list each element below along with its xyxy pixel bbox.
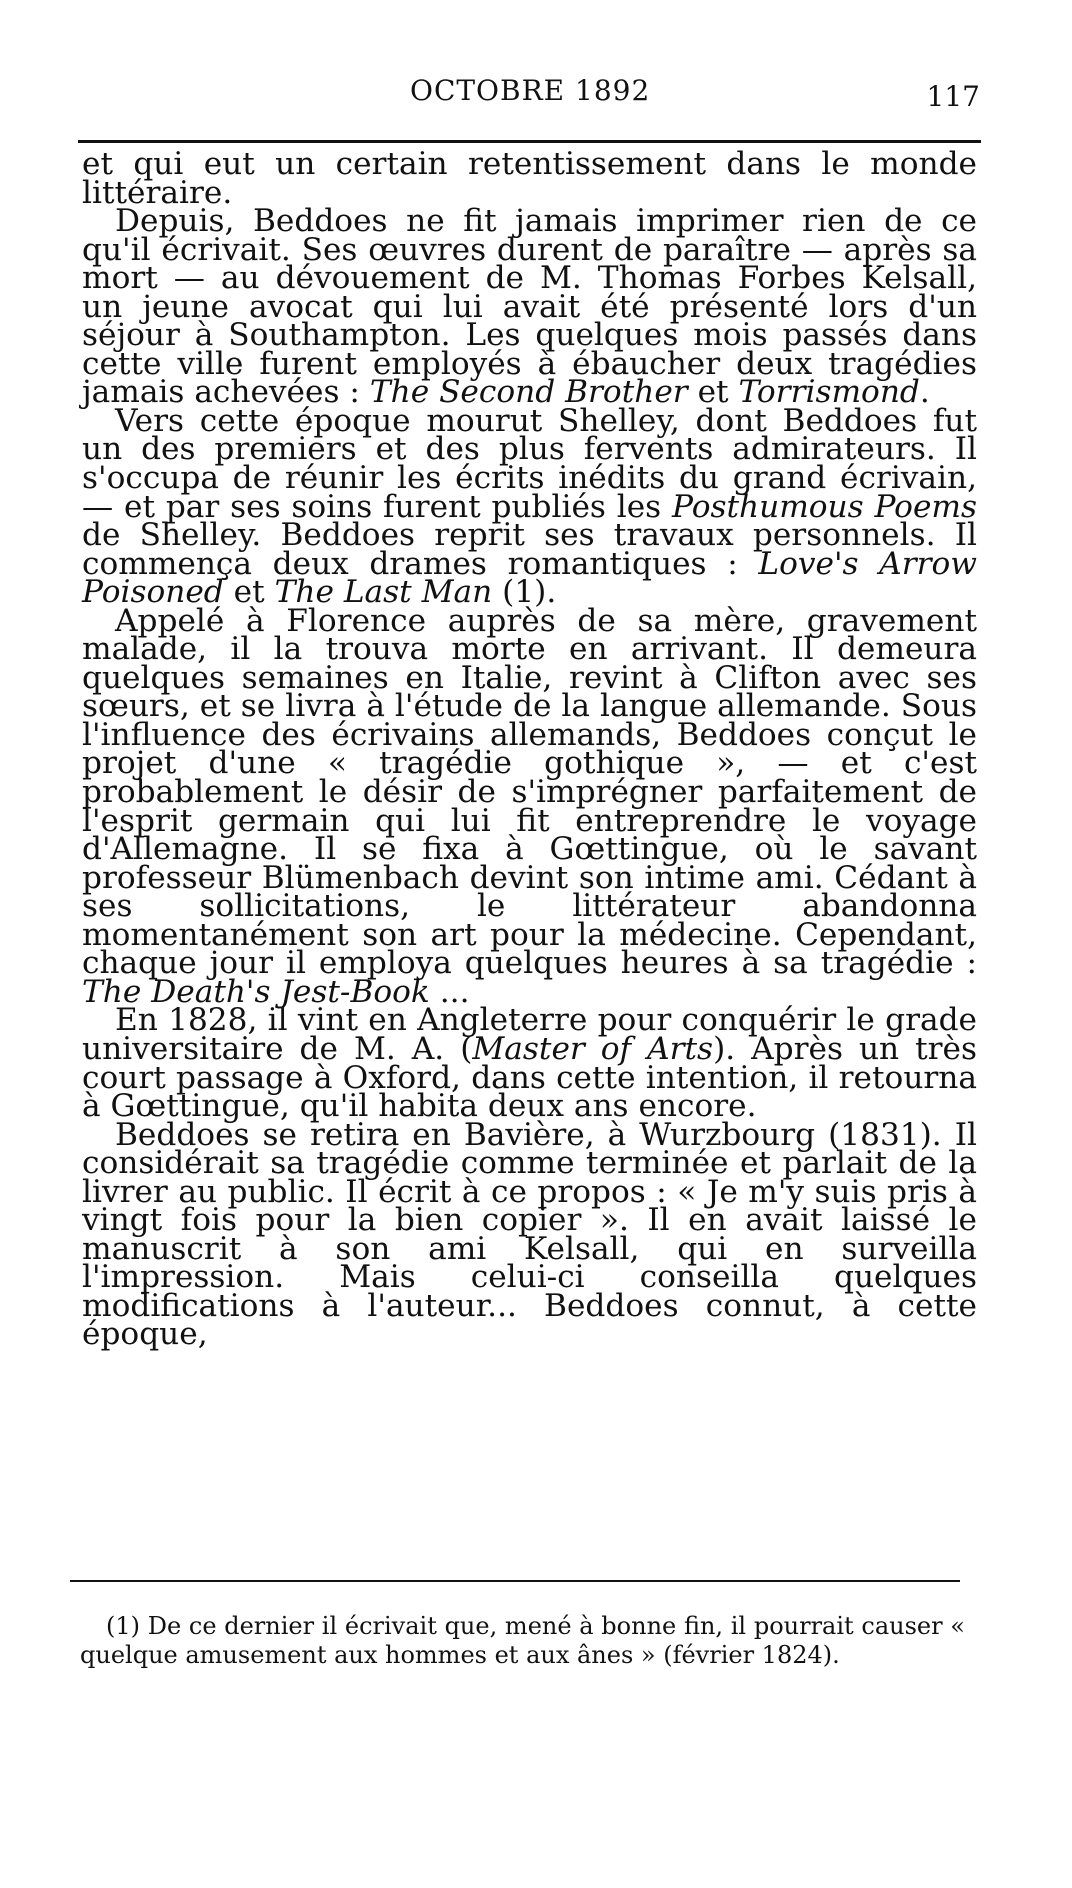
paragraph-3-conj: et (223, 574, 275, 611)
paragraph-2-text: Depuis, Beddoes ne fit jamais imprimer rien de ce qu'il écrivait. Ses œuvres durent de paraître — après sa mort — au dévouement de M. Thomas Forbes Kelsall, un jeune avocat qui lui avait été présenté lors d'un séjour à Southampton. Les quelques mois passés dans cette ville furent employés à ébaucher deux tragédies jamais achevées : (82, 203, 977, 411)
running-title: OCTOBRE 1892 (410, 74, 651, 107)
running-head (80, 74, 980, 118)
paragraph-3-mid: de Shelley. Beddoes reprit ses travaux personnels. Il commença deux drames romantiques : (82, 517, 977, 582)
footnote (80, 1612, 965, 1670)
title-the-last-man: The Last Man (274, 574, 493, 611)
paragraph-4-text: Appelé à Florence auprès de sa mère, gravement malade, il la trouva morte en arrivant. Il demeura quelques semaines en Italie, revint à Clifton avec ses sœurs, et se livra à l'étude de la langue allemande. Sous l'influence des écrivains allemands, Beddoes conçut le projet d'une « tragédie gothique », — et c'est probablement le désir de s'imprégner parfaitement de l'esprit germain qui lui fit entreprendre le voyage d'Allemagne. Il se fixa à Gœttingue, où le savant professeur Blümenbach devint son intime ami. Cédant à ses sollicitations, le littérateur abandonna momentanément son art pour la médecine. Cependant, chaque jour il employa quelques heures à sa tragédie : (82, 602, 977, 982)
paragraph-6-text: Beddoes se retira en Bavière, à Wurzbourg (1831). Il considérait sa tragédie comme terminée et parlait de la livrer au public. Il écrit à ce propos : « Je m'y suis pris à vingt fois pour la bien copier ». Il en avait laissé le manuscrit à son ami Kelsall, qui en surveilla l'impression. Mais celui-ci conseilla quelques modifications à l'auteur... Beddoes connut, à cette époque, (82, 1116, 977, 1353)
paragraph-3-text: Vers cette époque mourut Shelley, dont Beddoes fut un des premiers et des plus fervents admirateurs. Il s'occupa de réunir les écrits inédits du grand écrivain, — et par ses soins furent publiés les (82, 402, 977, 525)
title-second-brother: The Second Brother (369, 374, 688, 411)
title-posthumous-poems: Posthumous Poems (672, 488, 977, 525)
title-torrismond: Torrismond (738, 374, 920, 411)
paragraph-1-text: et qui eut un certain retentissement dans le monde littéraire. (82, 146, 977, 211)
paragraph-5 (82, 1002, 978, 1125)
footnote-text: (1) De ce dernier il écrivait que, mené à bonne fin, il pourrait causer « quelque amusement aux hommes et aux ânes » (février 1824). (80, 1612, 965, 1669)
paragraph-5-end: ). Après un très court passage à Oxford, dans cette intention, il retourna à Gœttingue, qu'il habita deux ans encore. (82, 1030, 978, 1125)
paragraph-3-end: (1). (492, 574, 557, 611)
paragraph-2-end: . (919, 374, 930, 411)
header-rule (78, 140, 981, 143)
paragraph-4-end: ... (429, 973, 470, 1010)
paragraph-2 (82, 203, 977, 411)
paragraph-2-conj: et (687, 374, 739, 411)
title-loves-arrow-poisoned: Love's Arrow Poisoned (82, 545, 977, 611)
paragraph-3 (82, 402, 977, 611)
paragraph-1 (82, 146, 977, 211)
page-number: 117 (926, 80, 980, 113)
paragraph-5-text: En 1828, il vint en Angleterre pour conquérir le grade universitaire de M. A. ( (82, 1002, 977, 1067)
paragraph-6 (82, 1116, 977, 1353)
footnote-rule (70, 1580, 960, 1582)
paragraph-4 (82, 602, 977, 1010)
title-deaths-jest-book: The Death's Jest-Book (82, 973, 430, 1010)
body-text (82, 146, 978, 1353)
title-master-of-arts: Master of Arts (472, 1030, 714, 1067)
